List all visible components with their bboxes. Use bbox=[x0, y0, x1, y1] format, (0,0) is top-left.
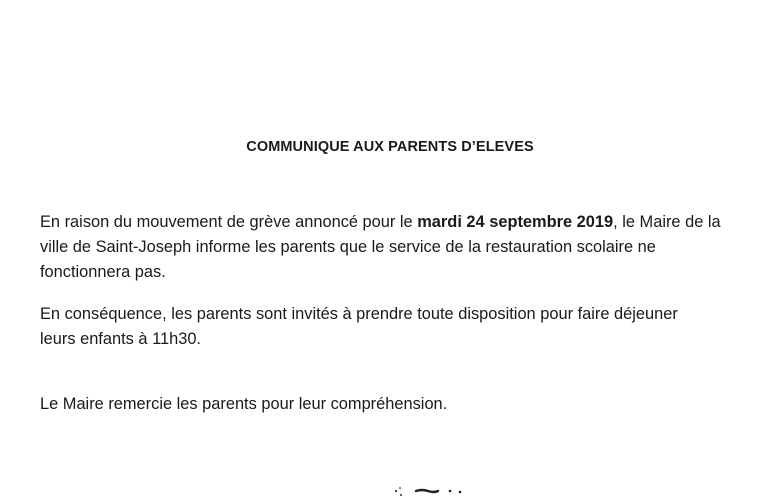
paragraph1-line3: fonctionnera pas. bbox=[40, 263, 166, 281]
strike-date: mardi 24 septembre 2019 bbox=[417, 213, 614, 231]
paragraph2-line1: En conséquence, les parents sont invités à prendre toute disposition pour faire déjeuner bbox=[40, 305, 678, 323]
signature-mark bbox=[392, 482, 472, 500]
strike-notice-paragraph bbox=[40, 210, 780, 285]
paragraph1-line2: ville de Saint-Joseph informe les parents que le service de la restauration scolaire ne bbox=[40, 238, 656, 256]
consequence-paragraph bbox=[40, 302, 780, 352]
paragraph3-line1: Le Maire remercie les parents pour leur compréhension. bbox=[40, 395, 448, 413]
paragraph1-line1-end: , le Maire de la bbox=[613, 213, 721, 231]
paragraph1-line1 bbox=[40, 210, 780, 235]
paragraph1-line1-start: En raison du mouvement de grève annoncé pour le bbox=[40, 213, 418, 231]
document-title: COMMUNIQUE AUX PARENTS D’ELEVES bbox=[246, 139, 534, 155]
thanks-paragraph bbox=[40, 392, 780, 417]
paragraph2-line2: leurs enfants à 11h30. bbox=[40, 330, 201, 348]
